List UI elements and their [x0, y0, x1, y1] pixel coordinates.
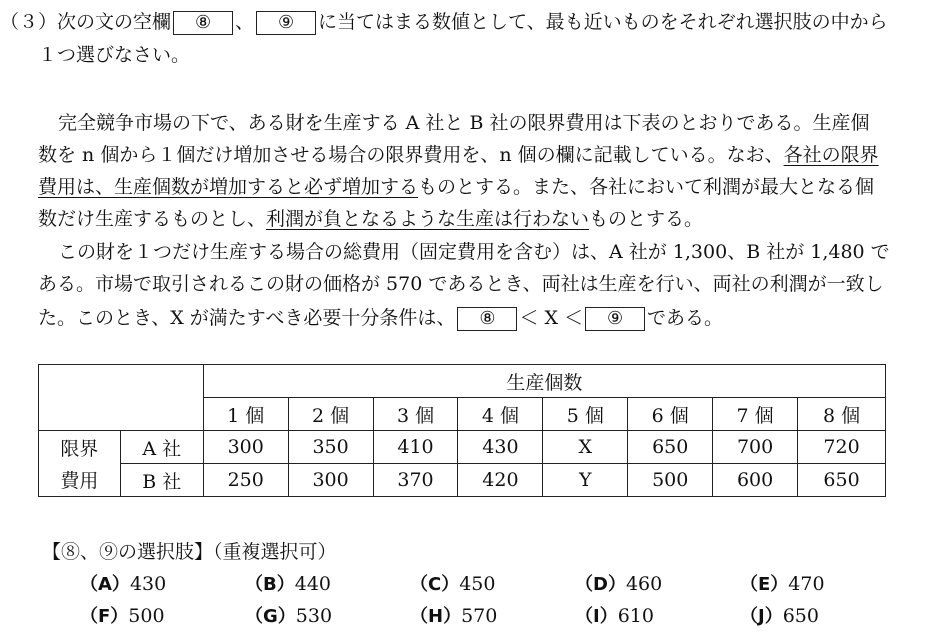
column-header: 3 個: [373, 398, 458, 431]
choice-value: 470: [788, 573, 825, 595]
para-line-7-text-a: た。このとき、X が満たすべき必要十分条件は、: [38, 307, 456, 329]
choice-h: [410, 602, 497, 628]
row-label: B 社: [120, 464, 203, 497]
table-row: [39, 464, 886, 497]
table-cell: 430: [458, 431, 543, 464]
table-cell: 410: [373, 431, 458, 464]
choice-d: [575, 570, 662, 596]
table-cell: X: [543, 431, 628, 464]
column-header: 5 個: [543, 398, 628, 431]
choice-value: 650: [782, 605, 819, 627]
para-line-4: [38, 207, 703, 231]
choice-c: [410, 570, 495, 596]
para-line-2-text: 数を n 個から１個だけ増加させる場合の限界費用を、n 個の欄に記載している。なお、: [38, 144, 784, 166]
row-group-label-top: 限界: [39, 431, 121, 464]
para-line-4-text-b: ものとする。: [589, 208, 704, 230]
choice-key: （J）: [740, 606, 783, 627]
para-line-6: ある。市場で取引されるこの財の価格が 570 であるとき、両社は生産を行い、両社の利潤が一致し: [38, 273, 884, 295]
table-cell: 700: [713, 431, 798, 464]
marginal-cost-table: [38, 364, 886, 497]
question-tail: に当てはまる数値として、最も近いものをそれぞれ選択肢の中から: [318, 11, 888, 33]
table-cell: 720: [798, 431, 886, 464]
blank-9-box-inline: ⑨: [585, 307, 645, 331]
column-header: 6 個: [628, 398, 713, 431]
choice-key: （H）: [410, 606, 462, 627]
row-label: A 社: [120, 431, 203, 464]
table-cell: 300: [288, 464, 373, 497]
question-sep: 、: [235, 11, 255, 33]
choice-a: [80, 570, 166, 596]
blank-8-box: ⑧: [173, 11, 233, 35]
row-group-label-bottom: 費用: [39, 464, 121, 497]
para-line-7: [38, 306, 723, 331]
choice-g: [245, 602, 332, 628]
table-cell: 250: [203, 464, 288, 497]
para-line-1: 完全競争市場の下で、ある財を生産する A 社と B 社の限界費用は下表のとおりである。生産個: [58, 112, 870, 134]
para-line-3: [38, 175, 874, 199]
column-header: 8 個: [798, 398, 886, 431]
inequality-text: ＜ X ＜: [519, 307, 584, 329]
choice-value: 530: [295, 605, 333, 627]
table-cell: 370: [373, 464, 458, 497]
choice-value: 570: [461, 605, 498, 627]
column-header: 2 個: [288, 398, 373, 431]
table-corner-cell: [39, 365, 204, 431]
choice-key: （F）: [80, 606, 129, 627]
choice-f: [80, 602, 165, 628]
table-row: [39, 431, 886, 464]
table-cell: Y: [543, 464, 628, 497]
table-header-production-count: 生産個数: [203, 365, 885, 398]
question-line-1: [0, 10, 888, 35]
choice-key: （D）: [575, 574, 626, 595]
choice-value: 610: [617, 605, 654, 627]
para-line-3-text: ものとする。また、各社において利潤が最大となる個: [418, 176, 875, 198]
question-lead: （３）次の文の空欄: [0, 11, 172, 33]
para-line-2: [38, 143, 879, 167]
table-cell: 600: [713, 464, 798, 497]
choice-value: 460: [625, 573, 663, 595]
underlined-text-1: 各社の限界: [783, 144, 879, 166]
underlined-text-2: 費用は、生産個数が増加すると必ず増加する: [38, 176, 419, 198]
table-cell: 300: [203, 431, 288, 464]
choice-value: 450: [459, 573, 496, 595]
choice-key: （B）: [245, 574, 295, 595]
table-cell: 650: [628, 431, 713, 464]
choice-value: 440: [294, 573, 331, 595]
underlined-text-3: 利潤が負となるような生産は行わない: [266, 208, 590, 230]
choice-i: [575, 602, 654, 628]
choice-j: [740, 602, 819, 628]
table-cell: 420: [458, 464, 543, 497]
choice-b: [245, 570, 331, 596]
table-cell: 350: [288, 431, 373, 464]
para-line-5: この財を１つだけ生産する場合の総費用（固定費用を含む）は、A 社が 1,300、B 社が 1,480 で: [58, 241, 890, 263]
table-cell: 500: [628, 464, 713, 497]
para-line-4-text-a: 数だけ生産するものとし、: [38, 208, 267, 230]
question-line-2: １つ選びなさい。: [38, 44, 191, 66]
blank-9-box: ⑨: [256, 11, 316, 35]
choice-e: [740, 570, 825, 596]
column-header: 4 個: [458, 398, 543, 431]
choice-key: （C）: [410, 574, 460, 595]
para-line-7-text-b: である。: [647, 307, 724, 329]
choice-value: 500: [128, 605, 165, 627]
choice-key: （I）: [575, 606, 618, 627]
column-header: 1 個: [203, 398, 288, 431]
column-header: 7 個: [713, 398, 798, 431]
choices-title: 【⑧、⑨の選択肢】（重複選択可）: [42, 541, 337, 563]
choice-key: （E）: [740, 574, 789, 595]
blank-8-box-inline: ⑧: [457, 307, 517, 331]
table-cell: 650: [798, 464, 886, 497]
choice-key: （A）: [80, 574, 130, 595]
choice-value: 430: [129, 573, 167, 595]
choice-key: （G）: [245, 606, 296, 627]
